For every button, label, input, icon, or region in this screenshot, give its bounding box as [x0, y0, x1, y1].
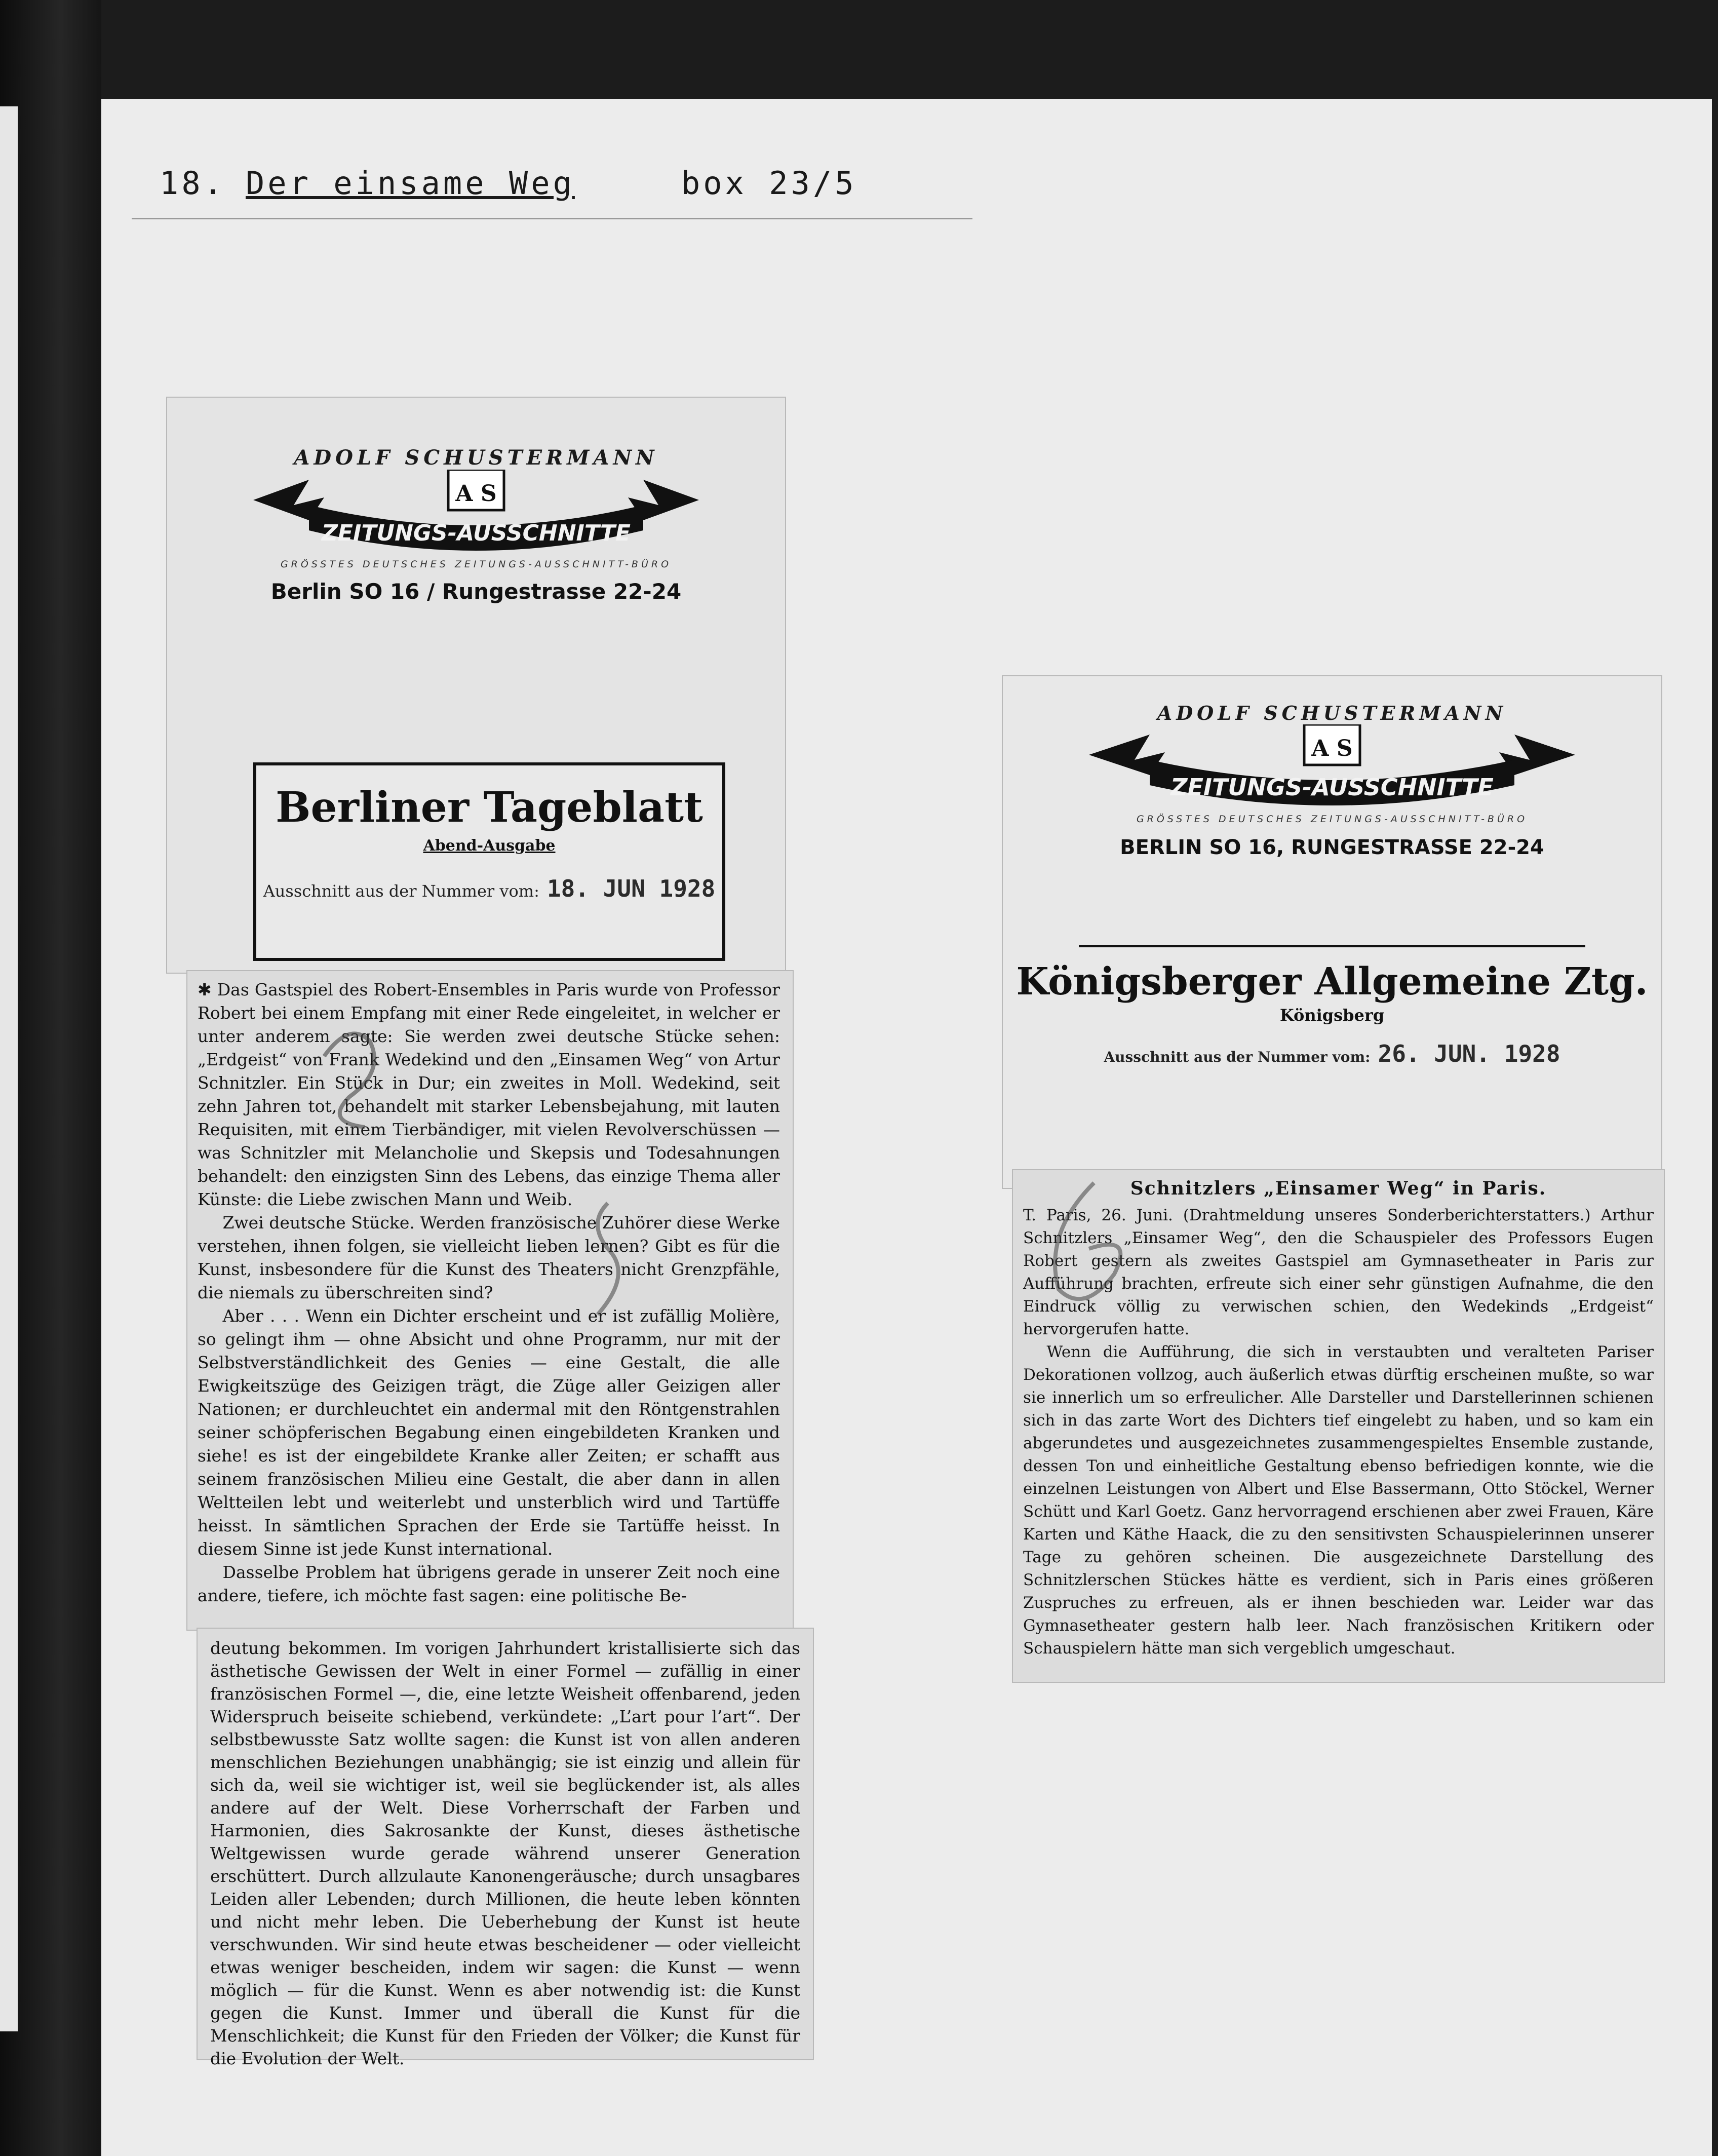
service-tagline: GRÖSSTES DEUTSCHES ZEITUNGS-AUSSCHNITT-BÜRO [280, 559, 672, 570]
ausschnitt-label: Ausschnitt aus der Nummer vom: [1104, 1049, 1371, 1065]
box-number: box 23/5 [681, 165, 857, 202]
banner-text: ZEITUNGS-AUSSCHNITTE [322, 520, 631, 546]
service-name: ADOLF SCHUSTERMANN [1157, 702, 1507, 724]
newspaper-edition: Abend-Ausgabe [423, 837, 556, 855]
banner-text: ZEITUNGS-AUSSCHNITTE [1170, 774, 1494, 801]
paragraph: Zwei deutsche Stücke. Werden französische Zuhörer diese Werke verstehen, ihnen folgen, sie vielleicht lieben lernen? Gibt es für die Kunst, insbesondere für die Kunst des Theaters nicht Grenzpfähle, die niemals zu überschreiten sind? [198, 1213, 780, 1302]
divider-rule [1079, 945, 1585, 947]
newspaper-masthead-box [253, 762, 725, 961]
paragraph: T. Paris, 26. Juni. (Drahtmeldung unseres Sonderberichterstatters.) Arthur Schnitzlers „Einsamer Weg“, den die Schauspieler des Professors Eugen Robert gestern als zweites Gastspiel am Gymnasetheater in Paris zur Aufführung brachten, erfreute sich einer sehr günstigen Aufnahme, die den Eindruck völlig zu verwischen schien, den Wedekinds „Erdgeist“ hervorgerufen hatte. [1023, 1206, 1654, 1338]
service-address: Berlin SO 16 / Rungestrasse 22-24 [270, 579, 682, 604]
newspaper-title: Königsberger Allgemeine Ztg. [1016, 960, 1648, 1004]
archive-sheet [101, 99, 1712, 2156]
date-line [1003, 1040, 1661, 1067]
article-text-continued [210, 1637, 800, 2070]
clipping-1-header [167, 398, 785, 973]
service-tagline: GRÖSSTES DEUTSCHES ZEITUNGS-AUSSCHNITT-BÜRO [1136, 814, 1528, 825]
paragraph: Dasselbe Problem hat übrigens gerade in unserer Zeit noch eine andere, tiefere, ich möchte fast sagen: eine politische Be- [198, 1562, 780, 1605]
date-stamp: 26. JUN. 1928 [1378, 1040, 1560, 1067]
date-stamp: 18. JUN 1928 [546, 875, 716, 902]
paragraph: Aber . . . Wenn ein Dichter erscheint und er ist zufällig Molière, so gelingt ihm — ohne Absicht und ohne Programm, nur mit der Selbstverständlichkeit des Genies — eine Gestalt, die alle Ewigkeitszüge des Geizigen trägt, die Züge aller Geizigen aller Nationen; er durchleuchtet ein andermal mit den Röntgenstrahlen seiner schöpferischen Begabung einen eingebildeten Kranken und siehe! es ist der eingebildete Kranke aller Zeiten; er schafft aus seinem französischen Milieu eine Gestalt, die aber dann in allen Weltteilen lebt und weiterlebt und unsterblich wird und Tartüffe heisst. In sämtlichen Sprachen der Erde sie Tartüffe heisst. In diesem Sinne ist jede Kunst international. [198, 1306, 780, 1559]
clipping-service-logo [167, 446, 785, 604]
logo-text: A S [1311, 736, 1353, 761]
clipping-2-body [1013, 1170, 1664, 1682]
logo-text: A S [455, 481, 497, 507]
header-rule [132, 218, 972, 219]
paragraph: deutung bekommen. Im vorigen Jahrhundert kristallisierte sich das ästhetische Gewissen der Welt in einer Formel — zufällig in einer französischen Formel —, die, eine letzte Weisheit offenbarend, jeden Widerspruch beiseite schiebend, verkündete: „L’art pour l’art“. Der selbstbewusste Satz wollte sagen: die Kunst ist von allen anderen menschlichen Beziehungen unabhängig; sie ist einzig und allein für sich da, weil sie wichtiger ist, weil sie beglückender ist, als alles andere auf der Welt. Diese Vorherrschaft der Farben und Harmonien, dies Sakrosankte der Kunst, dieses ästhetische Weltgewissen wurde gerade während unserer Generation erschüttert. Durch allzulaute Kanonengeräusche; durch unsagbares Leiden aller Lebenden; durch Millionen, die heute leben könnten und nicht mehr leben. Die Ueberhebung der Kunst ist heute verschwunden. Wir sind heute etwas bescheidener — oder vielleicht etwas weniger bescheiden, indem wir sagen: die Kunst — wenn möglich — für die Kunst. Wenn es aber notwendig ist: die Kunst gegen die Kunst. Immer und überall die Kunst für die Menschlichkeit; die Kunst für den Frieden der Völker; die Kunst für die Evolution der Welt. [210, 1638, 800, 2068]
article-text [1023, 1177, 1654, 1660]
folder-number: 18. [160, 165, 225, 202]
banner-ribbon-icon [248, 470, 704, 556]
paragraph: ✱ Das Gastspiel des Robert-Ensembles in Paris wurde von Professor Robert bei einem Empfang mit einer Rede eingeleitet, in welcher er unter anderem sagte: Sie werden zwei deutsche Stücke sehen: „Erdgeist“ von Frank Wedekind und den „Einsamen Weg“ von Artur Schnitzler. Ein Stück in Dur; ein zweites in Moll. Wedekind, seit zehn Jahren tot, behandelt mit starker Lebensbejahung, mit lauten Requisiten, mit einem Tierbändiger, mit vielen Revolverschüssen — was Schnitzler mit Melancholie und Skepsis und Todesahnungen behandelt: den einzigsten Sinn des Lebens, das einzige Thema aller Künste: die Liebe zwischen Mann und Weib. [198, 980, 780, 1209]
clipping-1-continuation [198, 1629, 813, 2068]
clipping-service-logo [1003, 702, 1661, 859]
newspaper-title: Berliner Tageblatt [276, 783, 703, 832]
service-address: BERLIN SO 16, RUNGESTRASSE 22-24 [1120, 836, 1544, 859]
date-line [256, 875, 722, 902]
service-name: ADOLF SCHUSTERMANN [294, 446, 658, 470]
article-text [198, 978, 780, 1607]
ausschnitt-label: Ausschnitt aus der Nummer vom: [263, 881, 539, 901]
newspaper-masthead [1003, 960, 1661, 1067]
clipping-1-body [187, 971, 793, 1630]
folder-title: Der einsame Weg [245, 165, 575, 202]
folder-header [160, 165, 857, 202]
clipping-2-header [1003, 676, 1661, 1188]
newspaper-city: Königsberg [1279, 1006, 1385, 1025]
banner-ribbon-icon [1084, 724, 1580, 811]
article-headline: Schnitzlers „Einsamer Weg“ in Paris. [1130, 1178, 1547, 1199]
adjacent-page-edge [0, 106, 18, 2031]
paragraph: Wenn die Aufführung, die sich in verstaubten und veralteten Pariser Dekorationen vollzog, auch äußerlich etwas dürftig erscheinen mußte, so war sie innerlich um so erfreulicher. Alle Darsteller und Darstellerinnen schienen sich in das zarte Wort des Dichters tief eingelebt zu haben, und so kam ein abgerundetes und ausgezeichnetes zusammengespieltes Ensemble zustande, dessen Ton und einheitliche Gestaltung ebenso befriedigen konnte, wie die einzelnen Leistungen von Albert und Else Bassermann, Otto Stöckel, Werner Schütt und Karl Goetz. Ganz hervorragend erschienen aber zwei Frauen, Käre Karten und Käthe Haack, die zu den sensitivsten Schauspielerinnen unserer Tage zu gehören scheinen. Die ausgezeichnete Darstellung des Schnitzlerschen Stückes hätte es verdient, sich in Paris eines größeren Zuspruches zu erfreuen, als er ihnen beschieden war. Leider war das Gymnasetheater gestern halb leer. Nach französischen Kritikern oder Schauspielern hätte man sich vergeblich umgeschaut. [1023, 1343, 1654, 1658]
